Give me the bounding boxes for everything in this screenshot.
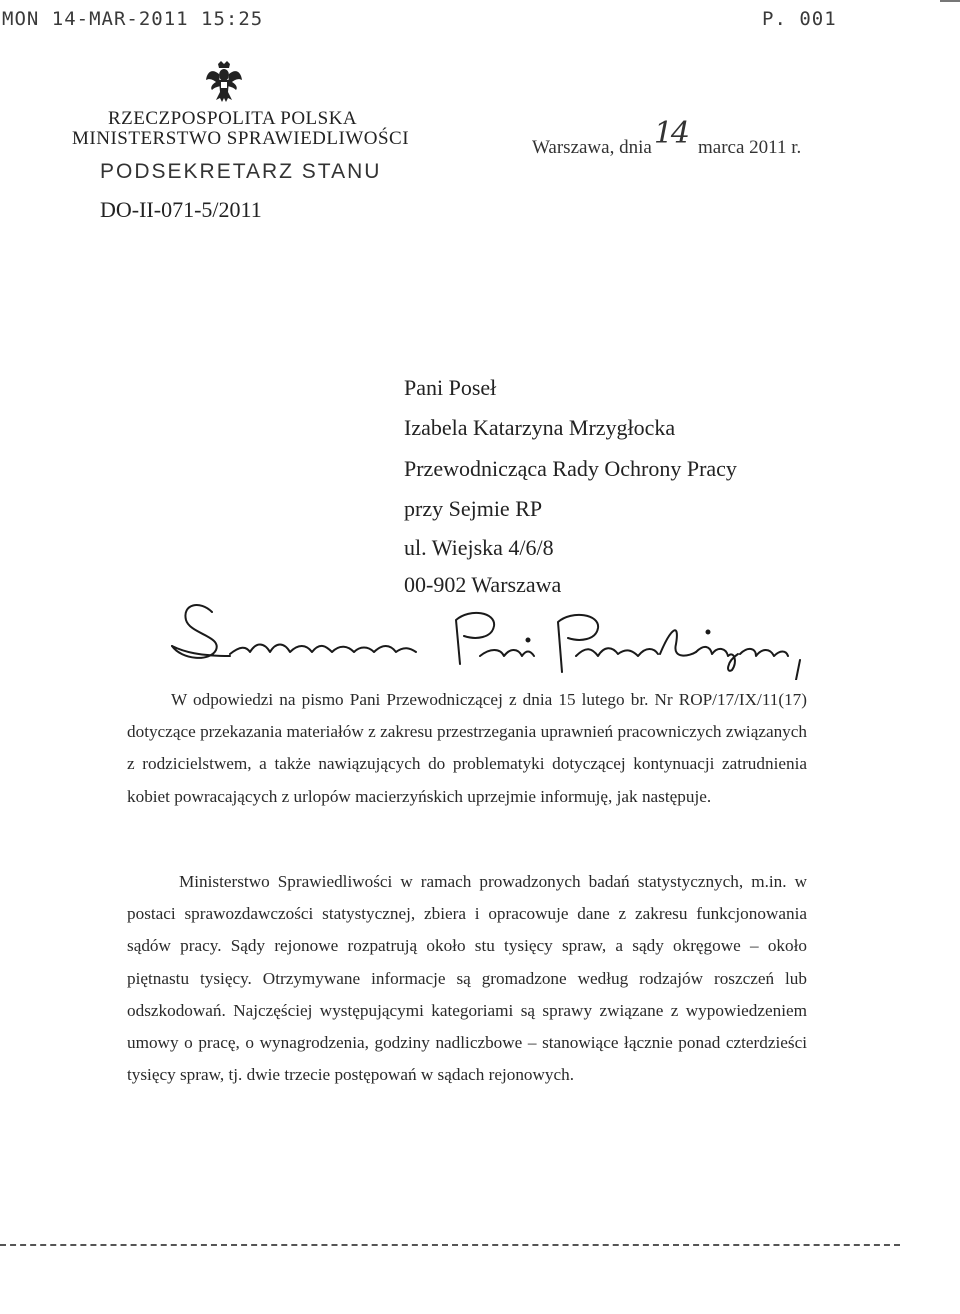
recipient-name: Izabela Katarzyna Mrzygłocka	[404, 415, 676, 440]
eagle-emblem-icon	[204, 60, 244, 104]
body-paragraph-1: W odpowiedzi na pismo Pani Przewodniczącej z dnia 15 lutego br. Nr ROP/17/IX/11(17) dotyczące przekazania materiałów z zakresu przestrzegania uprawnień pracowniczych związanych z rodzicielstwem, a także nawiązujących do problematyki dotyczącej kontynuacji zatrudnienia kobiet powracających z urlopów macierzyńskich uprzejmie informuję, jak następuje.	[127, 690, 807, 806]
scan-bottom-line	[0, 1244, 900, 1246]
date-prefix: Warszawa, dnia	[532, 137, 652, 158]
scan-edge-mark	[940, 0, 960, 2]
handwritten-salutation	[160, 590, 810, 680]
date-day-handwritten: 14	[653, 116, 688, 151]
letter-date	[532, 116, 802, 161]
recipient-street: ul. Wiejska 4/6/8	[404, 535, 554, 560]
recipient-institution: przy Sejmie RP	[404, 496, 543, 521]
reference-number: DO-II-071-5/2011	[100, 197, 262, 222]
recipient-city: 00-902 Warszawa	[404, 572, 562, 597]
sender-country: RZECZPOSPOLITA POLSKA	[108, 108, 358, 129]
recipient-title: Pani Poseł	[404, 375, 497, 400]
sender-ministry: MINISTERSTWO SPRAWIEDLIWOŚCI	[72, 128, 410, 149]
fax-page-number: P. 001	[762, 8, 837, 30]
recipient-position: Przewodnicząca Rady Ochrony Pracy	[404, 456, 737, 481]
fax-timestamp: MON 14-MAR-2011 15:25	[2, 8, 264, 30]
body-paragraph-2: Ministerstwo Sprawiedliwości w ramach prowadzonych badań statystycznych, m.in. w postaci sprawozdawczości statystycznej, zbiera i opracowuje dane z zakresu funkcjonowania sądów pracy. Sądy rejonowe rozpatrują około stu tysięcy spraw, a sądy okręgowe – około piętnastu tysięcy. Otrzymywane informacje są gromadzone według rodzajów roszczeń lub odszkodowań. Najczęściej występującymi kategoriami są sprawy związane z wypowiedzeniem umowy o pracę, o wynagrodzenia, godziny nadliczbowe – stanowiące łącznie ponad czterdzieści tysięcy spraw, tj. dwie trzecie postępowań w sądach rejonowych.	[127, 872, 807, 1085]
sender-office: PODSEKRETARZ STANU	[100, 160, 382, 183]
date-suffix: marca 2011 r.	[698, 137, 802, 158]
